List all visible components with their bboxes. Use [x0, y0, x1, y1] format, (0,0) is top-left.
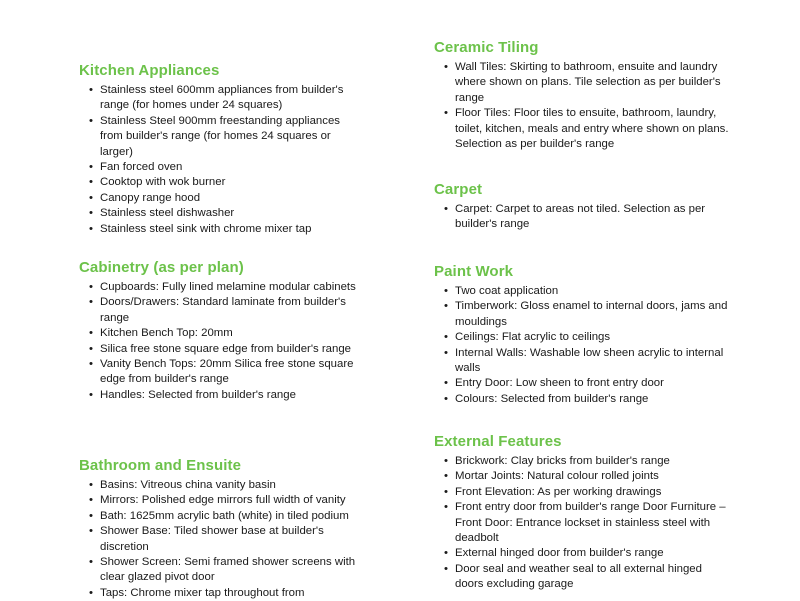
section-heading: Kitchen Appliances: [79, 62, 220, 79]
list-item: • Front entry door from builder's range Door Furniture – Front Door: Entrance lockset in stainless steel with deadbolt: [444, 500, 733, 546]
section-heading: Paint Work: [434, 263, 514, 280]
list-item: • Entry Door: Low sheen to front entry door: [444, 376, 733, 391]
list-item: • Stainless steel 600mm appliances from builder's range (for homes under 24 squares): [89, 83, 365, 114]
bullet-list: [79, 83, 379, 237]
list-item: • Brickwork: Clay bricks from builder's range: [444, 454, 733, 469]
list-item: • Silica free stone square edge from builder's range: [89, 342, 365, 357]
section-heading: Carpet: [434, 181, 483, 198]
list-item: • Vanity Bench Tops: 20mm Silica free stone square edge from builder's range: [89, 357, 365, 388]
bullet-list: [79, 280, 379, 403]
section-kitchen-appliances: [79, 62, 379, 237]
list-item: • Carpet: Carpet to areas not tiled. Selection as per builder's range: [444, 202, 733, 233]
list-item: • External hinged door from builder's range: [444, 546, 733, 561]
bullet-list: [434, 454, 734, 593]
section-heading: Cabinetry (as per plan): [79, 259, 244, 276]
list-item: • Stainless steel dishwasher: [89, 206, 365, 221]
section-cabinetry: [79, 259, 379, 403]
list-item: • Internal Walls: Washable low sheen acrylic to internal walls: [444, 346, 733, 377]
bullet-list: [434, 202, 734, 233]
section-ceramic-tiling: [434, 39, 734, 152]
list-item: • Basins: Vitreous china vanity basin: [89, 478, 365, 493]
bullet-list: [434, 60, 734, 152]
section-carpet: [434, 181, 734, 233]
list-item: • Canopy range hood: [89, 191, 365, 206]
list-item: • Kitchen Bench Top: 20mm: [89, 326, 365, 341]
list-item: • Wall Tiles: Skirting to bathroom, ensuite and laundry where shown on plans. Tile selection as per builder's range: [444, 60, 733, 106]
list-item: • Taps: Chrome mixer tap throughout from: [89, 586, 365, 601]
list-item: • Cooktop with wok burner: [89, 175, 365, 190]
section-external-features: [434, 433, 734, 593]
list-item: • Handles: Selected from builder's range: [89, 388, 365, 403]
section-paint-work: [434, 263, 734, 407]
list-item: • Doors/Drawers: Standard laminate from builder's range: [89, 295, 365, 326]
list-item: • Mortar Joints: Natural colour rolled joints: [444, 469, 733, 484]
section-heading: Ceramic Tiling: [434, 39, 539, 56]
list-item: • Shower Base: Tiled shower base at builder's discretion: [89, 524, 365, 555]
list-item: • Stainless Steel 900mm freestanding appliances from builder's range (for homes 24 squares or larger): [89, 114, 365, 160]
list-item: • Timberwork: Gloss enamel to internal doors, jams and mouldings: [444, 299, 733, 330]
list-item: • Ceilings: Flat acrylic to ceilings: [444, 330, 733, 345]
section-bathroom-ensuite: [79, 457, 379, 601]
section-heading: Bathroom and Ensuite: [79, 457, 242, 474]
list-item: • Front Elevation: As per working drawings: [444, 485, 733, 500]
list-item: • Colours: Selected from builder's range: [444, 392, 733, 407]
list-item: • Floor Tiles: Floor tiles to ensuite, bathroom, laundry, toilet, kitchen, meals and entry where shown on plans. Selection as per builder's range: [444, 106, 733, 152]
list-item: • Shower Screen: Semi framed shower screens with clear glazed pivot door: [89, 555, 365, 586]
section-heading: External Features: [434, 433, 562, 450]
list-item: • Cupboards: Fully lined melamine modular cabinets: [89, 280, 365, 295]
list-item: • Fan forced oven: [89, 160, 365, 175]
list-item: • Mirrors: Polished edge mirrors full width of vanity: [89, 493, 365, 508]
list-item: • Two coat application: [444, 284, 733, 299]
bullet-list: [434, 284, 734, 407]
list-item: • Door seal and weather seal to all external hinged doors excluding garage: [444, 562, 733, 593]
list-item: • Stainless steel sink with chrome mixer tap: [89, 222, 365, 237]
list-item: • Bath: 1625mm acrylic bath (white) in tiled podium: [89, 509, 365, 524]
bullet-list: [79, 478, 379, 601]
